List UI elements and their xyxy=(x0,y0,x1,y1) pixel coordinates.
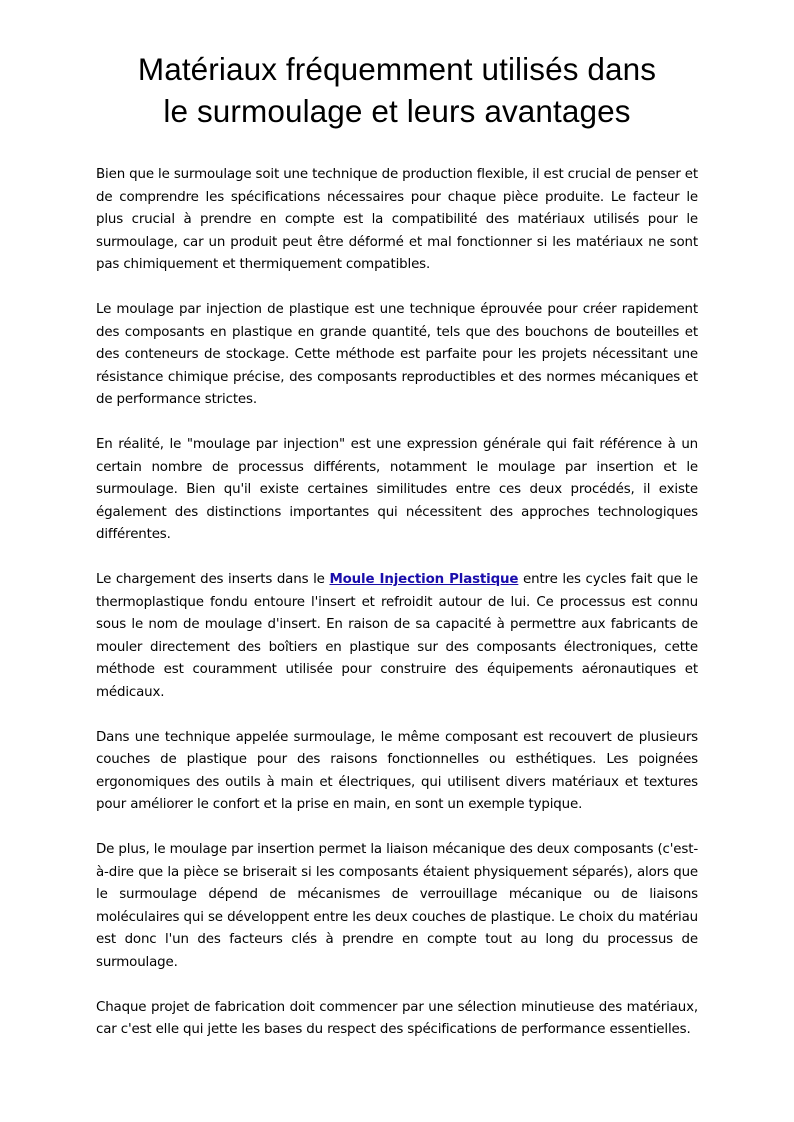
moule-injection-plastique-link[interactable]: Moule Injection Plastique xyxy=(329,572,519,587)
paragraph-4-before-link: Le chargement des inserts dans le xyxy=(96,572,330,587)
paragraph-2: Le moulage par injection de plastique est une technique éprouvée pour créer rapidement des composants en plastique en grande quantité, tels que des bouchons de bouteilles et des conteneurs de stockage. Cette méthode est parfaite pour les projets nécessitant une résistance chimique précise, des composants reproductibles et des normes mécaniques et de performance strictes. xyxy=(96,302,698,407)
paragraph-4-after-link: entre les cycles fait que le thermoplastique fondu entoure l'insert et refroidit autour de lui. Ce processus est connu sous le nom de moulage d'insert. En raison de sa capacité à permettre aux fabricants de mouler directement des boîtiers en plastique sur des composants électroniques, cette méthode est couramment utilisée pour construire des équipements aéronautiques et médicaux. xyxy=(96,572,698,700)
paragraph-1: Bien que le surmoulage soit une technique de production flexible, il est crucial de penser et de comprendre les spécifications nécessaires pour chaque pièce produite. Le facteur le plus crucial à prendre en compte est la compatibilité des matériaux utilisés pour le surmoulage, car un produit peut être déformé et mal fonctionner si les matériaux ne sont pas chimiquement et thermiquement compatibles. xyxy=(96,167,698,272)
paragraph-3: En réalité, le "moulage par injection" est une expression générale qui fait référence à un certain nombre de processus différents, notamment le moulage par insertion et le surmoulage. Bien qu'il existe certaines similitudes entre ces deux procédés, il existe également des distinctions importantes qui nécessitent des approches technologiques différentes. xyxy=(96,437,698,542)
paragraph-6: De plus, le moulage par insertion permet la liaison mécanique des deux composants (c'est-à-dire que la pièce se briserait si les composants étaient physiquement séparés), alors que le surmoulage dépend de mécanismes de verrouillage mécanique ou de liaisons moléculaires qui se développent entre les deux couches de plastique. Le choix du matériau est donc l'un des facteurs clés à prendre en compte tout au long du processus de surmoulage. xyxy=(96,842,698,970)
document-page xyxy=(96,48,698,1064)
title-line-2: le surmoulage et leurs avantages xyxy=(163,93,631,129)
page-title xyxy=(56,48,738,132)
paragraph-5: Dans une technique appelée surmoulage, le même composant est recouvert de plusieurs couches de plastique pour des raisons fonctionnelles ou esthétiques. Les poignées ergonomiques des outils à main et électriques, qui utilisent divers matériaux et textures pour améliorer le confort et la prise en main, en sont un exemple typique. xyxy=(96,729,698,812)
paragraph-7: Chaque projet de fabrication doit commencer par une sélection minutieuse des matériaux, car c'est elle qui jette les bases du respect des spécifications de performance essentielles. xyxy=(96,999,698,1037)
paragraph-4 xyxy=(96,569,698,704)
document-body xyxy=(96,164,698,1042)
title-line-1: Matériaux fréquemment utilisés dans xyxy=(137,51,657,87)
